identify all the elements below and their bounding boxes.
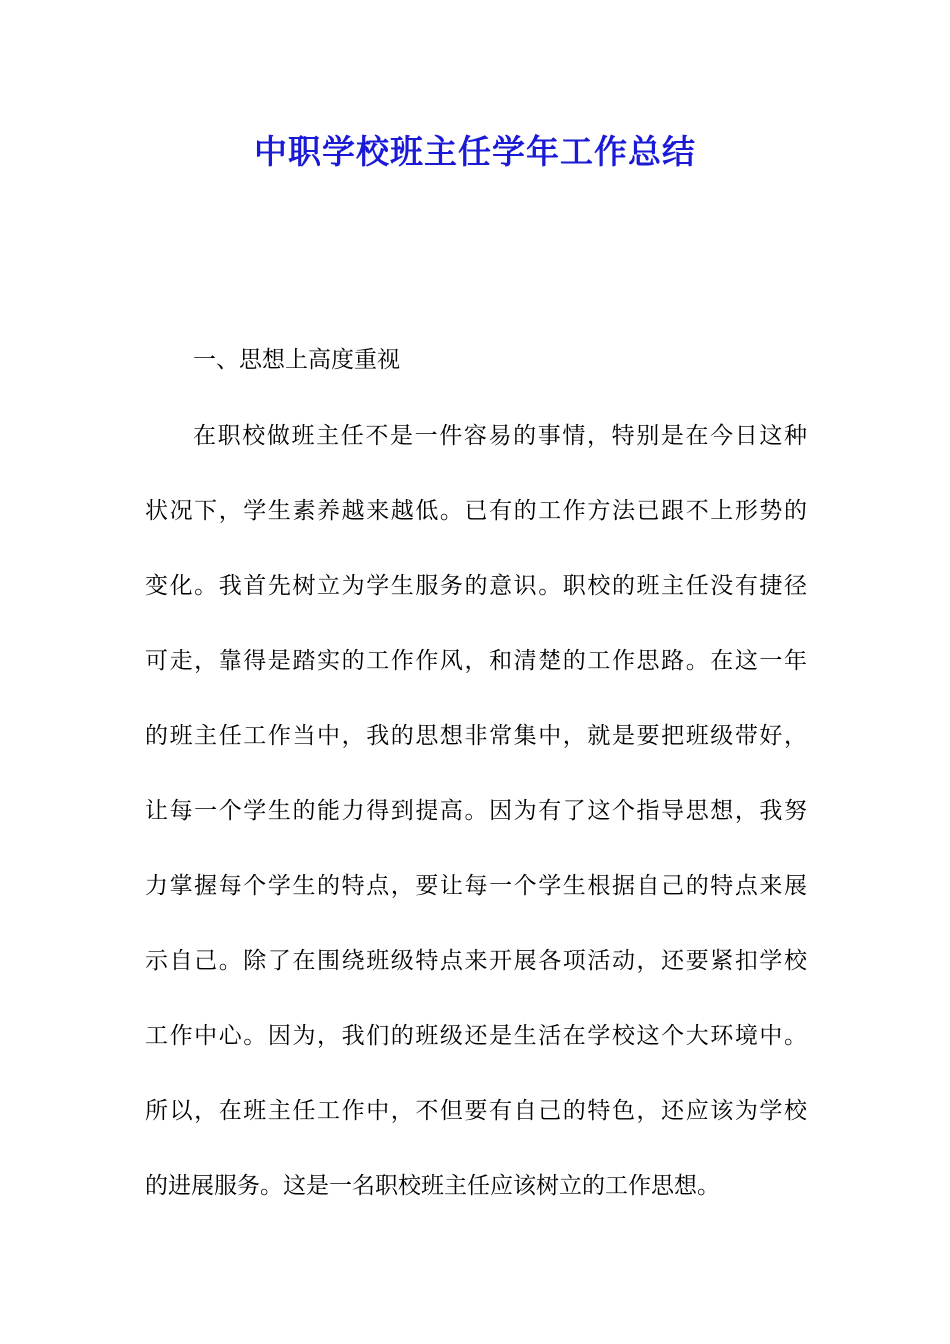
document-title: 中职学校班主任学年工作总结 <box>254 132 696 171</box>
paragraph-line: 在职校做班主任不是一件容易的事情，特别是在今日这种 <box>193 423 807 449</box>
body-paragraph <box>145 416 807 1241</box>
paragraph-line: 让每一个学生的能力得到提高。因为有了这个指导思想，我努 <box>145 798 807 824</box>
paragraph-line: 状况下，学生素养越来越低。已有的工作方法已跟不上形势的 <box>145 498 807 524</box>
paragraph-line: 工作中心。因为，我们的班级还是生活在学校这个大环境中。 <box>145 1023 807 1049</box>
paragraph-line: 力掌握每个学生的特点，要让每一个学生根据自己的特点来展 <box>145 873 807 899</box>
paragraph-line: 的班主任工作当中，我的思想非常集中，就是要把班级带好， <box>145 723 807 749</box>
paragraph-line: 变化。我首先树立为学生服务的意识。职校的班主任没有捷径 <box>145 573 807 599</box>
paragraph-line: 示自己。除了在围绕班级特点来开展各项活动，还要紧扣学校 <box>145 948 807 974</box>
paragraph-line: 可走，靠得是踏实的工作作风，和清楚的工作思路。在这一年 <box>145 648 807 674</box>
paragraph-line: 的进展服务。这是一名职校班主任应该树立的工作思想。 <box>145 1173 720 1199</box>
section-heading: 一、思想上高度重视 <box>193 347 400 373</box>
paragraph-line: 所以，在班主任工作中，不但要有自己的特色，还应该为学校 <box>145 1098 807 1124</box>
